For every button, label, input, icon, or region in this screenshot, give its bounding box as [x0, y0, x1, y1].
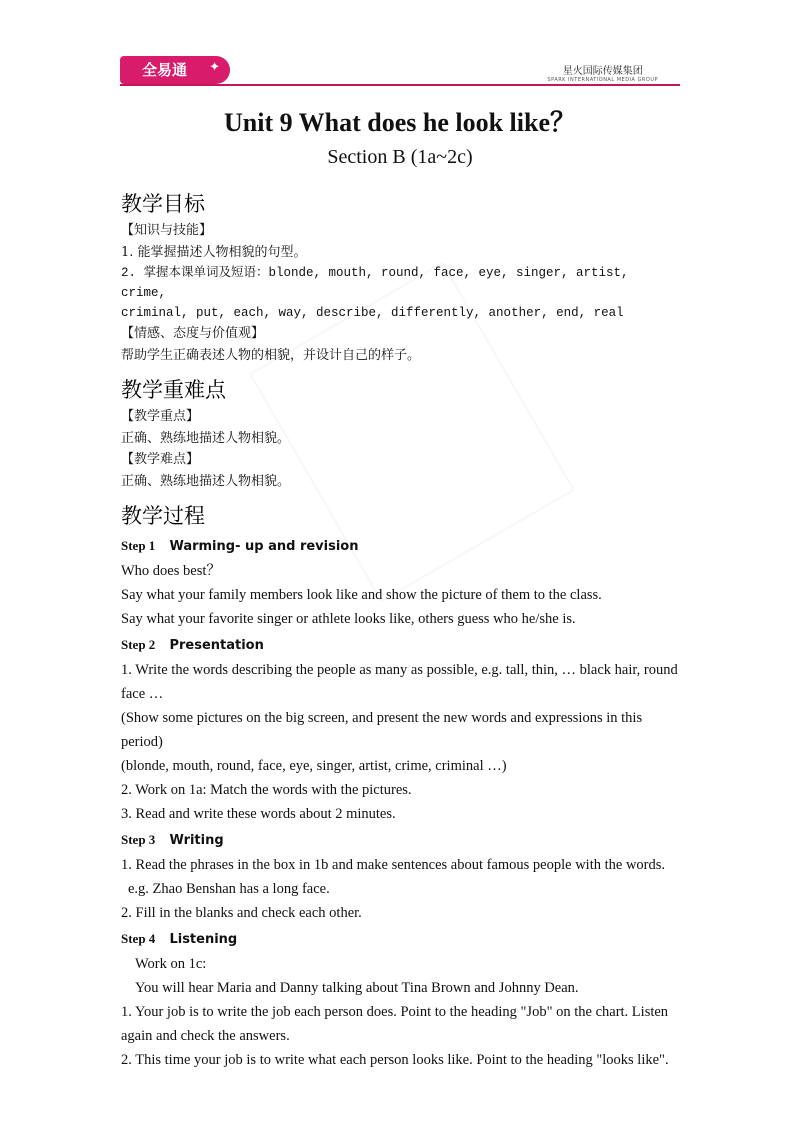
header-divider: [120, 84, 680, 86]
step-number: Step 1: [121, 538, 156, 553]
step-title: Warming- up and revision: [169, 539, 359, 554]
emotion-label: 【情感、态度与价值观】: [121, 326, 265, 341]
sparkle-icon: ✦: [209, 60, 220, 75]
step-4-line: Work on 1c:: [135, 956, 207, 972]
step-1-line: Say what your family members look like and show the picture of them to the class.: [121, 587, 602, 603]
difficulty-text: 正确、熟练地描述人物相貌。: [121, 473, 291, 489]
step-2-line: (Show some pictures on the big screen, and present the new words and expressions in this period): [121, 710, 643, 750]
step-1-line: Who does best？: [121, 563, 221, 579]
step-4-line: 2. This time your job is to write what each person looks like. Point to the heading "looks like".: [121, 1052, 669, 1068]
page-header: [120, 56, 680, 86]
logo-text: 全易通: [142, 61, 188, 79]
step-number: Step 3: [121, 832, 156, 847]
page-subtitle: Section B (1a~2c): [327, 146, 473, 168]
step-title: Listening: [169, 932, 238, 947]
focus-label: 【教学重点】: [121, 409, 200, 424]
step-title: Writing: [169, 833, 224, 848]
difficulty-label: 【教学难点】: [121, 452, 200, 467]
step-2-line: 1. Write the words describing the people as many as possible, e.g. tall, thin, … black hair, round: [121, 662, 678, 678]
objectives-heading: 教学目标: [121, 192, 205, 216]
step-2-line: (blonde, mouth, round, face, eye, singer, artist, crime, criminal …): [121, 758, 507, 774]
document-body: [121, 188, 681, 1072]
step-2-line: 2. Work on 1a: Match the words with the pictures.: [121, 782, 412, 798]
emotion-text: 帮助学生正确表述人物的相貌，并设计自己的样子。: [121, 347, 421, 363]
step-2-line: 3. Read and write these words about 2 minutes.: [121, 806, 396, 822]
process-heading: 教学过程: [121, 504, 205, 528]
knowledge-label: 【知识与技能】: [121, 223, 213, 238]
company-mark: [547, 62, 658, 83]
step-4-line: You will hear Maria and Danny talking about Tina Brown and Johnny Dean.: [135, 980, 579, 996]
step-4-line: 1. Your job is to write the job each person does. Point to the heading "Job" on the chart. Listen: [121, 1004, 669, 1020]
objective-item-1: 1. 能掌握描述人物相貌的句型。: [121, 244, 307, 260]
objective-item-2b: criminal, put, each, way, describe, differently, another, end, real: [121, 306, 624, 320]
step-2-heading: [121, 633, 681, 658]
step-2-line: face …: [121, 686, 164, 702]
objective-item-2a: 2. 掌握本课单词及短语：blonde, mouth, round, face, eye, singer, artist, crime,: [121, 266, 629, 300]
step-4-line: again and check the answers.: [121, 1028, 290, 1044]
step-1-heading: [121, 534, 681, 559]
step-title: Presentation: [169, 638, 264, 653]
keypoints-heading: 教学重难点: [121, 378, 226, 402]
step-number: Step 2: [121, 637, 156, 652]
page-title: Unit 9 What does he look like？: [223, 108, 577, 137]
company-name: 星火国际传媒集团: [562, 66, 643, 77]
step-3-line: e.g. Zhao Benshan has a long face.: [128, 881, 330, 897]
company-subtitle: SPARK INTERNATIONAL MEDIA GROUP: [547, 77, 658, 83]
step-4-heading: [121, 927, 681, 952]
focus-text: 正确、熟练地描述人物相貌。: [121, 430, 291, 446]
step-3-line: 1. Read the phrases in the box in 1b and make sentences about famous people with the words.: [121, 857, 666, 873]
step-3-line: 2. Fill in the blanks and check each other.: [121, 905, 362, 921]
step-number: Step 4: [121, 931, 156, 946]
step-1-line: Say what your favorite singer or athlete looks like, others guess who he/she is.: [121, 611, 576, 627]
brand-logo: [120, 56, 230, 84]
step-3-heading: [121, 828, 681, 853]
